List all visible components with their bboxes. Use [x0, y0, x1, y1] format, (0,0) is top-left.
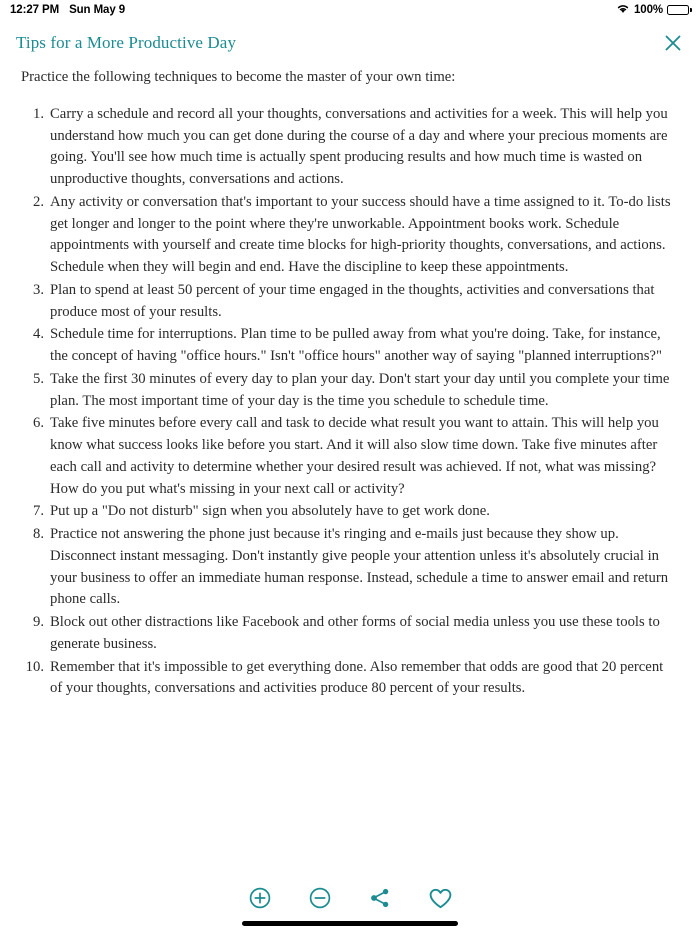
battery-full-icon [667, 5, 692, 16]
share-button[interactable] [363, 884, 397, 912]
list-item: Take the first 30 minutes of every day to plan your day. Don't start your day until you complete your time plan. The most important time of your day is the time you schedule to schedule time. [50, 370, 670, 409]
status-time: 12:27 PM [10, 4, 60, 16]
home-indicator[interactable] [242, 921, 458, 926]
close-button[interactable] [662, 32, 684, 54]
page-title: Tips for a More Productive Day [16, 33, 237, 52]
bottom-toolbar [0, 884, 700, 912]
list-item: Plan to spend at least 50 percent of your time engaged in the thoughts, activities and conversations that produce most of your results. [50, 281, 655, 320]
status-bar-left [10, 4, 125, 16]
minus-circle-icon [308, 886, 332, 910]
list-item: Put up a "Do not disturb" sign when you absolutely have to get work done. [50, 503, 490, 520]
zoom-in-button[interactable] [243, 884, 277, 912]
list-item: Block out other distractions like Facebook and other forms of social media unless you use these tools to generate business. [50, 614, 660, 652]
status-date: Sun May 9 [69, 4, 126, 16]
article-body [0, 67, 700, 700]
close-icon [662, 32, 684, 54]
list-item: Take five minutes before every call and task to decide what result you want to attain. This will help you know what success looks like before you start. And it will also slow time down. Take five minutes after each call and activity to determine whether your desired result was achieved. If not, what was missing? How do you put what's missing in your next call or activity? [50, 415, 659, 497]
list-item: Any activity or conversation that's important to your success should have a time assigned to it. To-do lists get longer and longer to the point where they're unworkable. Appointment books work. Schedule appointments with yourself and create time blocks for high-priority thoughts, conversations, and actions. Schedule when they will begin and end. Have the discipline to keep these appointments. [50, 193, 671, 275]
list-item: Remember that it's impossible to get everything done. Also remember that odds are good that 20 percent of your thoughts, conversations and activities produce 80 percent of your results. [50, 658, 664, 697]
share-icon [368, 886, 392, 910]
status-bar [0, 0, 700, 20]
list-item: Practice not answering the phone just because it's ringing and e-mails just because they show up. Disconnect instant messaging. Don't instantly give people your attention unless it's absolutely crucial in your business to offer an immediate human response. Instead, schedule a time to answer email and return phone calls. [50, 526, 669, 608]
heart-icon [428, 887, 453, 910]
list-item: Carry a schedule and record all your thoughts, conversations and activities for a week. This will help you understand how much you can get done during the course of a day and where your precious moments are going. You'll see how much time is actually spent producing results and how much time is wasted on unproductive thoughts, conversations and actions. [50, 105, 668, 187]
wifi-icon [616, 3, 630, 17]
battery-percent-label: 100% [633, 4, 663, 16]
list-item: Schedule time for interruptions. Plan time to be pulled away from what you're doing. Take, for instance, the concept of having "office hours." Isn't "office hours" another way of saying "planned interruptions?" [50, 326, 662, 364]
favorite-button[interactable] [423, 884, 457, 912]
tips-list [18, 104, 678, 700]
status-bar-right [616, 3, 692, 17]
plus-circle-icon [248, 886, 272, 910]
zoom-out-button[interactable] [303, 884, 337, 912]
document-header [0, 20, 700, 54]
intro-paragraph: Practice the following techniques to become the master of your own time: [21, 69, 456, 85]
